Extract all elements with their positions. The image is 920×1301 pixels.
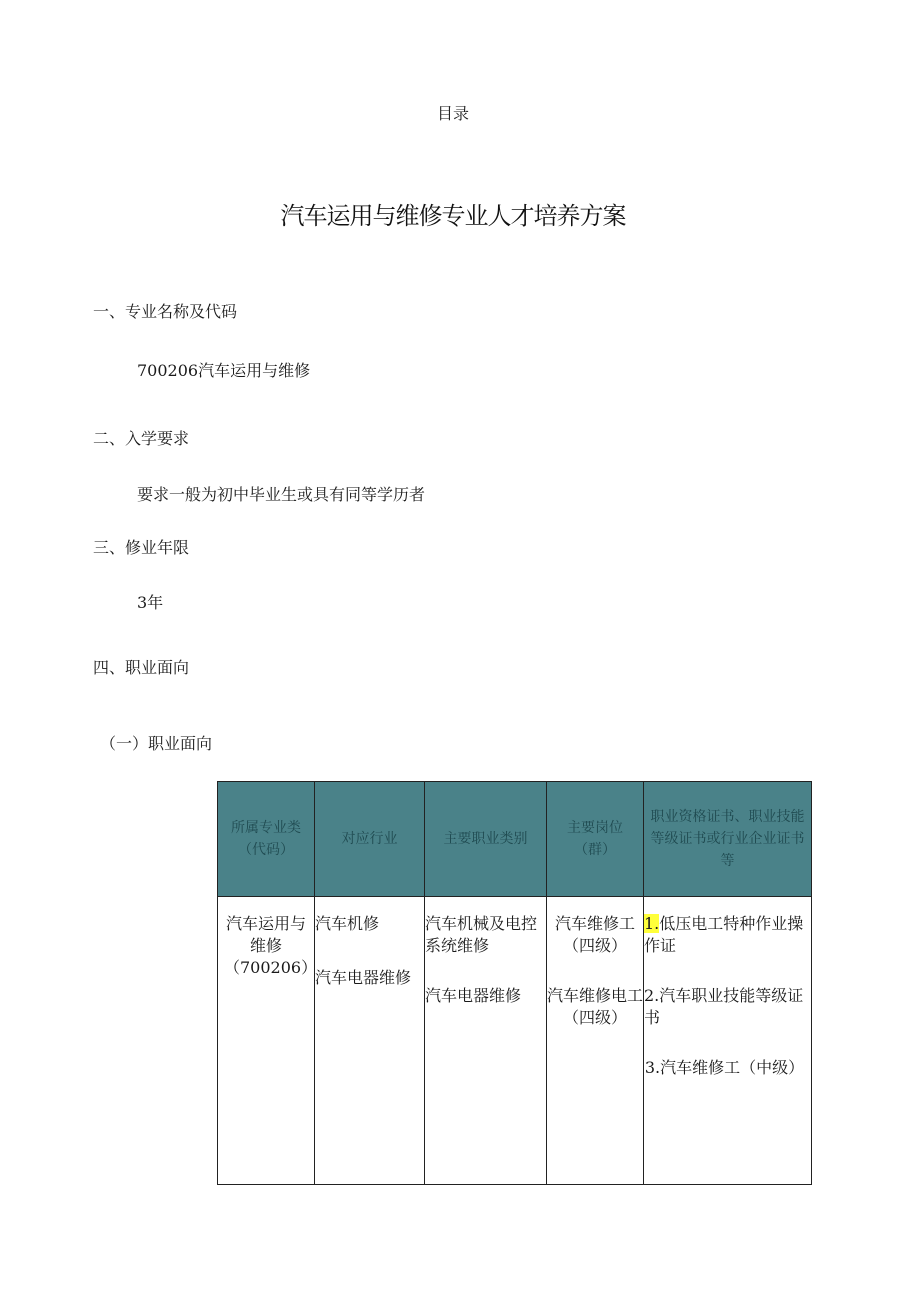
cell-certificates [644,897,812,1185]
cell-major [218,897,318,1185]
certificate-number-highlight: 1. [644,914,660,933]
certificate-item: 3.汽车维修工（中级） [644,1058,805,1077]
cell-main-posts [547,897,644,1185]
category-item: 汽车机械及电控系统维修 [425,914,538,955]
category-item: 汽车电器维修 [425,986,522,1005]
toc-label: 目录 [436,104,469,123]
certificate-text: 低压电工特种作业操作证 [644,914,804,955]
table-row [218,897,812,1185]
major-name-code: 700206汽车运用与维修 [137,361,311,380]
certificate-item [644,913,811,957]
admission-requirement: 要求一般为初中毕业生或具有同等学历者 [137,485,426,504]
section-heading-2: 二、入学要求 [93,429,190,448]
header-industry: 对应行业 [315,782,425,897]
post-item: 汽车维修电工（四级） [547,986,644,1027]
post-item: 汽车维修工（四级） [554,914,635,955]
study-duration: 3年 [137,593,164,612]
section-heading-3: 三、修业年限 [93,538,190,557]
occupation-table [217,781,812,1185]
header-certificates: 职业资格证书、职业技能等级证书或行业企业证书等 [644,782,812,897]
cell-occupation-category [425,897,547,1185]
section-heading-1: 一、专业名称及代码 [93,302,238,321]
table-header-row [218,782,812,897]
header-major-category: 所属专业类（代码） [218,782,315,897]
document-title: 汽车运用与维修专业人才培养方案 [280,202,626,230]
header-occupation-category: 主要职业类别 [425,782,547,897]
major-text: 汽车运用与维修（700206） [224,914,318,977]
header-main-posts: 主要岗位（群） [547,782,644,897]
certificate-item: 2.汽车职业技能等级证书 [644,986,804,1027]
cell-industry [315,897,425,1185]
section-heading-4: 四、职业面向 [93,658,190,677]
industry-item: 汽车电器维修 [315,968,412,987]
industry-item: 汽车机修 [315,914,380,933]
subsection-heading: （一）职业面向 [100,734,213,753]
